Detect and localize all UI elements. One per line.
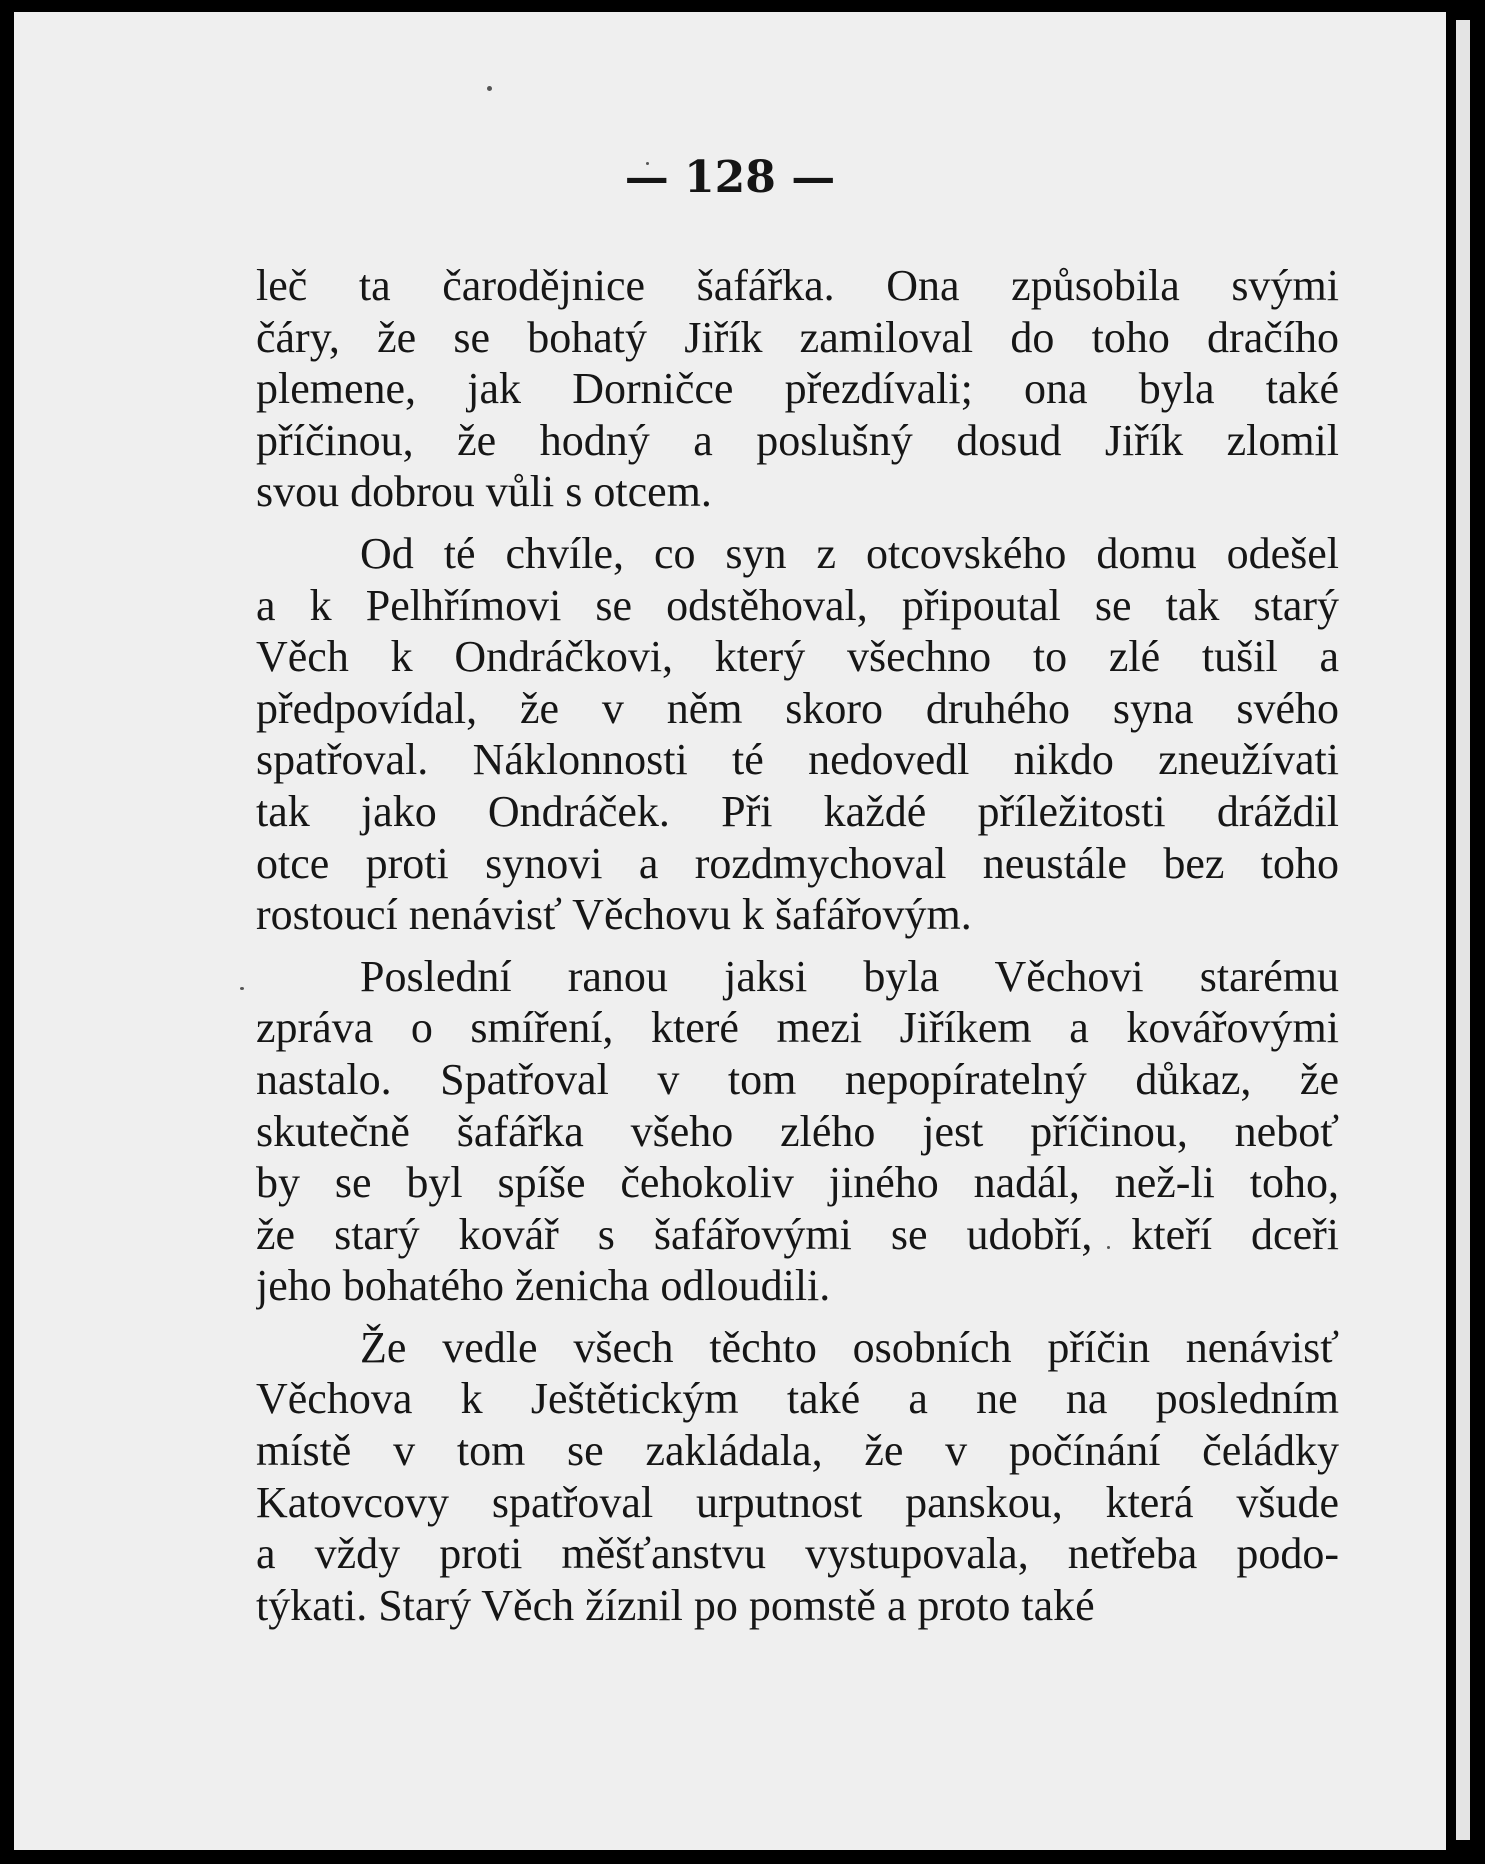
paper-speck — [240, 987, 244, 990]
paragraph — [256, 260, 1339, 518]
paper-speck — [487, 86, 492, 91]
text-line: místě v tom se zakládala, že v počínání čeládky — [256, 1426, 1339, 1476]
text-line: skutečně šafářka všeho zlého jest příčinou, neboť — [256, 1106, 1339, 1156]
text-line: Věchova k Ještětickým také a ne na posledním — [256, 1374, 1339, 1424]
text-line: plemene, jak Dorničce přezdívali; ona byla také — [256, 364, 1339, 414]
text-line: by se byl spíše čehokoliv jiného nadál, než-li toho, — [256, 1158, 1339, 1208]
text-line: svou dobrou vůli s otcem. — [256, 467, 712, 517]
text-line: čáry, že se bohatý Jiřík zamiloval do toho dračího — [256, 312, 1339, 362]
page-sheet — [14, 12, 1446, 1850]
page-number: — 128 — — [624, 152, 836, 203]
text-line: zpráva o smíření, které mezi Jiříkem a kovářovými — [256, 1003, 1339, 1053]
text-line: spatřoval. Náklonnosti té nedovedl nikdo zneužívati — [256, 735, 1339, 785]
text-line: Že vedle všech těchto osobních příčin nenávisť — [360, 1322, 1339, 1372]
adjacent-page-edge — [1456, 20, 1470, 1840]
text-line: tak jako Ondráček. Při každé příležitosti dráždil — [256, 786, 1339, 836]
text-line: nastalo. Spatřoval v tom nepopíratelný důkaz, že — [256, 1054, 1339, 1104]
text-line: příčinou, že hodný a poslušný dosud Jiřík zlomil — [256, 415, 1339, 465]
text-line: Věch k Ondráčkovi, který všechno to zlé tušil a — [256, 632, 1339, 682]
text-line: a k Pelhřímovi se odstěhoval, připoutal se tak starý — [256, 580, 1339, 630]
paragraph — [256, 1322, 1339, 1632]
text-line: předpovídal, že v něm skoro druhého syna svého — [256, 683, 1339, 733]
text-line: Od té chvíle, co syn z otcovského domu odešel — [360, 528, 1339, 578]
body-text — [256, 260, 1339, 1641]
text-line: týkati. Starý Věch žíznil po pomstě a proto také — [256, 1580, 1095, 1630]
paragraph — [256, 951, 1339, 1312]
text-line: Poslední ranou jaksi byla Věchovi starému — [360, 951, 1339, 1001]
paragraph — [256, 528, 1339, 941]
text-line: že starý kovář s šafářovými se udobří, kteří dceři — [256, 1209, 1339, 1259]
text-line: rostoucí nenávisť Věchovu k šafářovým. — [256, 890, 972, 940]
text-line: otce proti synovi a rozdmychoval neustále bez toho — [256, 838, 1339, 888]
text-line: leč ta čarodějnice šafářka. Ona způsobila svými — [256, 261, 1339, 310]
text-line: Katovcovy spatřoval urputnost panskou, která všude — [256, 1477, 1339, 1527]
text-line: a vždy proti měšťanstvu vystupovala, netřeba podo- — [256, 1529, 1339, 1579]
text-line: jeho bohatého ženicha odloudili. — [256, 1261, 831, 1311]
